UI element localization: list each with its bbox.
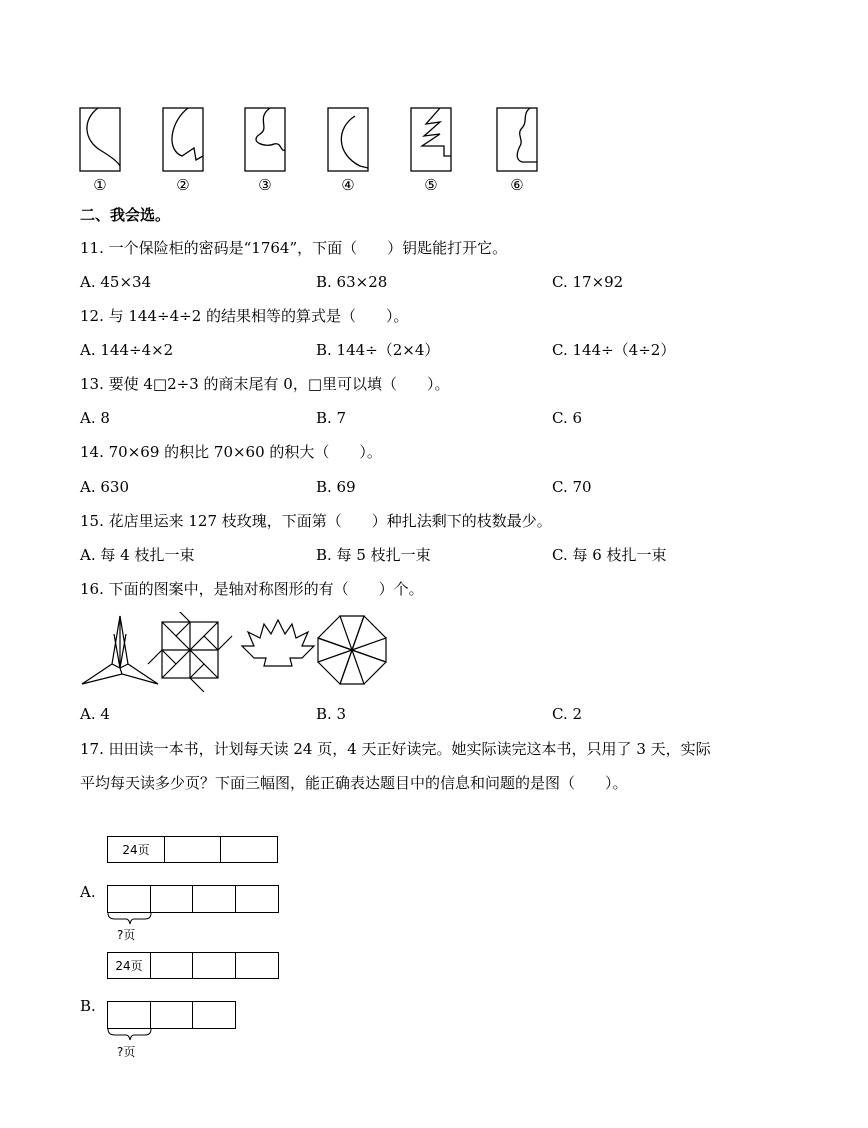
question-11: 11. 一个保险柜的密码是“1764”，下面（ ）钥匙能打开它。 [80,239,508,257]
diagram-b-label[interactable]: B. [80,997,96,1015]
diagram-a-actual-bar [107,885,279,913]
diagram-a-plan-cell-3 [221,837,277,862]
shape-3 [245,108,285,171]
diagram-a-brace-label: ?页 [117,928,136,942]
diagram-a-actual-cell-3 [193,886,236,912]
diagram-a-actual-cell-4 [236,886,278,912]
q13-option-b[interactable]: B. 7 [316,409,347,427]
shape-label-6: ⑥ [510,176,524,194]
q14-option-c[interactable]: C. 70 [552,478,592,496]
diagram-a-brace [107,912,153,926]
diagram-a-plan-bar [107,836,278,863]
diagram-a-actual-cell-1 [108,886,151,912]
pattern-pinwheel [148,612,232,692]
q16-option-c[interactable]: C. 2 [552,705,583,723]
q11-option-c[interactable]: C. 17×92 [552,273,624,291]
q14-option-b[interactable]: B. 69 [316,478,356,496]
q12-option-b[interactable]: B. 144÷（2×4） [316,341,440,359]
question-14: 14. 70×69 的积比 70×60 的积大（ ）。 [80,443,382,461]
q13-option-c[interactable]: C. 6 [552,409,583,427]
shape-6 [497,108,537,171]
q12-option-c[interactable]: C. 144÷（4÷2） [552,341,676,359]
q15-option-a[interactable]: A. 每 4 枝扎一束 [80,546,195,564]
diagram-b-actual-cell-2 [151,1002,193,1028]
q11-option-a[interactable]: A. 45×34 [80,273,152,291]
diagram-b-brace [107,1028,153,1042]
diagram-b-actual-cell-1 [108,1002,151,1028]
diagram-b-plan-cell-4 [236,953,278,978]
diagram-b-brace-label: ?页 [117,1045,136,1059]
shape-label-3: ③ [258,176,272,194]
diagram-b-actual-bar [107,1001,236,1029]
question-17-line-2: 平均每天读多少页？下面三幅图，能正确表达题目中的信息和问题的是图（ ）。 [80,774,628,792]
shape-1 [80,108,120,171]
q13-option-a[interactable]: A. 8 [80,409,110,427]
question-12: 12. 与 144÷4÷2 的结果相等的算式是（ ）。 [80,307,409,325]
q14-option-a[interactable]: A. 630 [80,478,129,496]
q11-option-b[interactable]: B. 63×28 [316,273,388,291]
diagram-b-plan-bar [107,952,279,979]
diagram-a-plan-cell-1: 24页 [108,837,165,862]
question-17-line-1: 17. 田田读一本书，计划每天读 24 页，4 天正好读完。她实际读完这本书，只用了 3 天，实际 [80,740,711,758]
shape-label-5: ⑤ [424,176,438,194]
diagram-b-plan-cell-2 [151,953,193,978]
shape-4 [328,108,368,171]
q15-option-b[interactable]: B. 每 5 枝扎一束 [316,546,431,564]
diagram-b-plan-cell-3 [193,953,236,978]
question-15: 15. 花店里运来 127 枝玫瑰，下面第（ ）种扎法剩下的枝数最少。 [80,512,552,530]
diagram-a-actual-cell-2 [151,886,193,912]
q16-option-a[interactable]: A. 4 [80,705,110,723]
diagram-a-plan-cell-2 [165,837,221,862]
question-16: 16. 下面的图案中，是轴对称图形的有（ ）个。 [80,580,424,598]
top-shapes [70,100,560,175]
shape-label-1: ① [93,176,107,194]
section-title: 二、我会选。 [80,206,171,224]
diagram-b-plan-cell-1: 24页 [108,953,151,978]
pattern-leaf [242,620,314,666]
shape-5 [411,108,451,171]
shape-label-2: ② [176,176,190,194]
q16-option-b[interactable]: B. 3 [316,705,347,723]
q12-option-a[interactable]: A. 144÷4×2 [80,341,174,359]
shape-label-4: ④ [341,176,355,194]
diagram-a-label[interactable]: A. [80,883,96,901]
question-13: 13. 要使 4□2÷3 的商末尾有 0，□里可以填（ ）。 [80,375,450,393]
diagram-b-actual-cell-3 [193,1002,235,1028]
q16-patterns [78,612,398,692]
shape-2 [163,108,203,171]
q15-option-c[interactable]: C. 每 6 枝扎一束 [552,546,667,564]
pattern-windmill [318,616,386,684]
pattern-star [82,616,158,684]
